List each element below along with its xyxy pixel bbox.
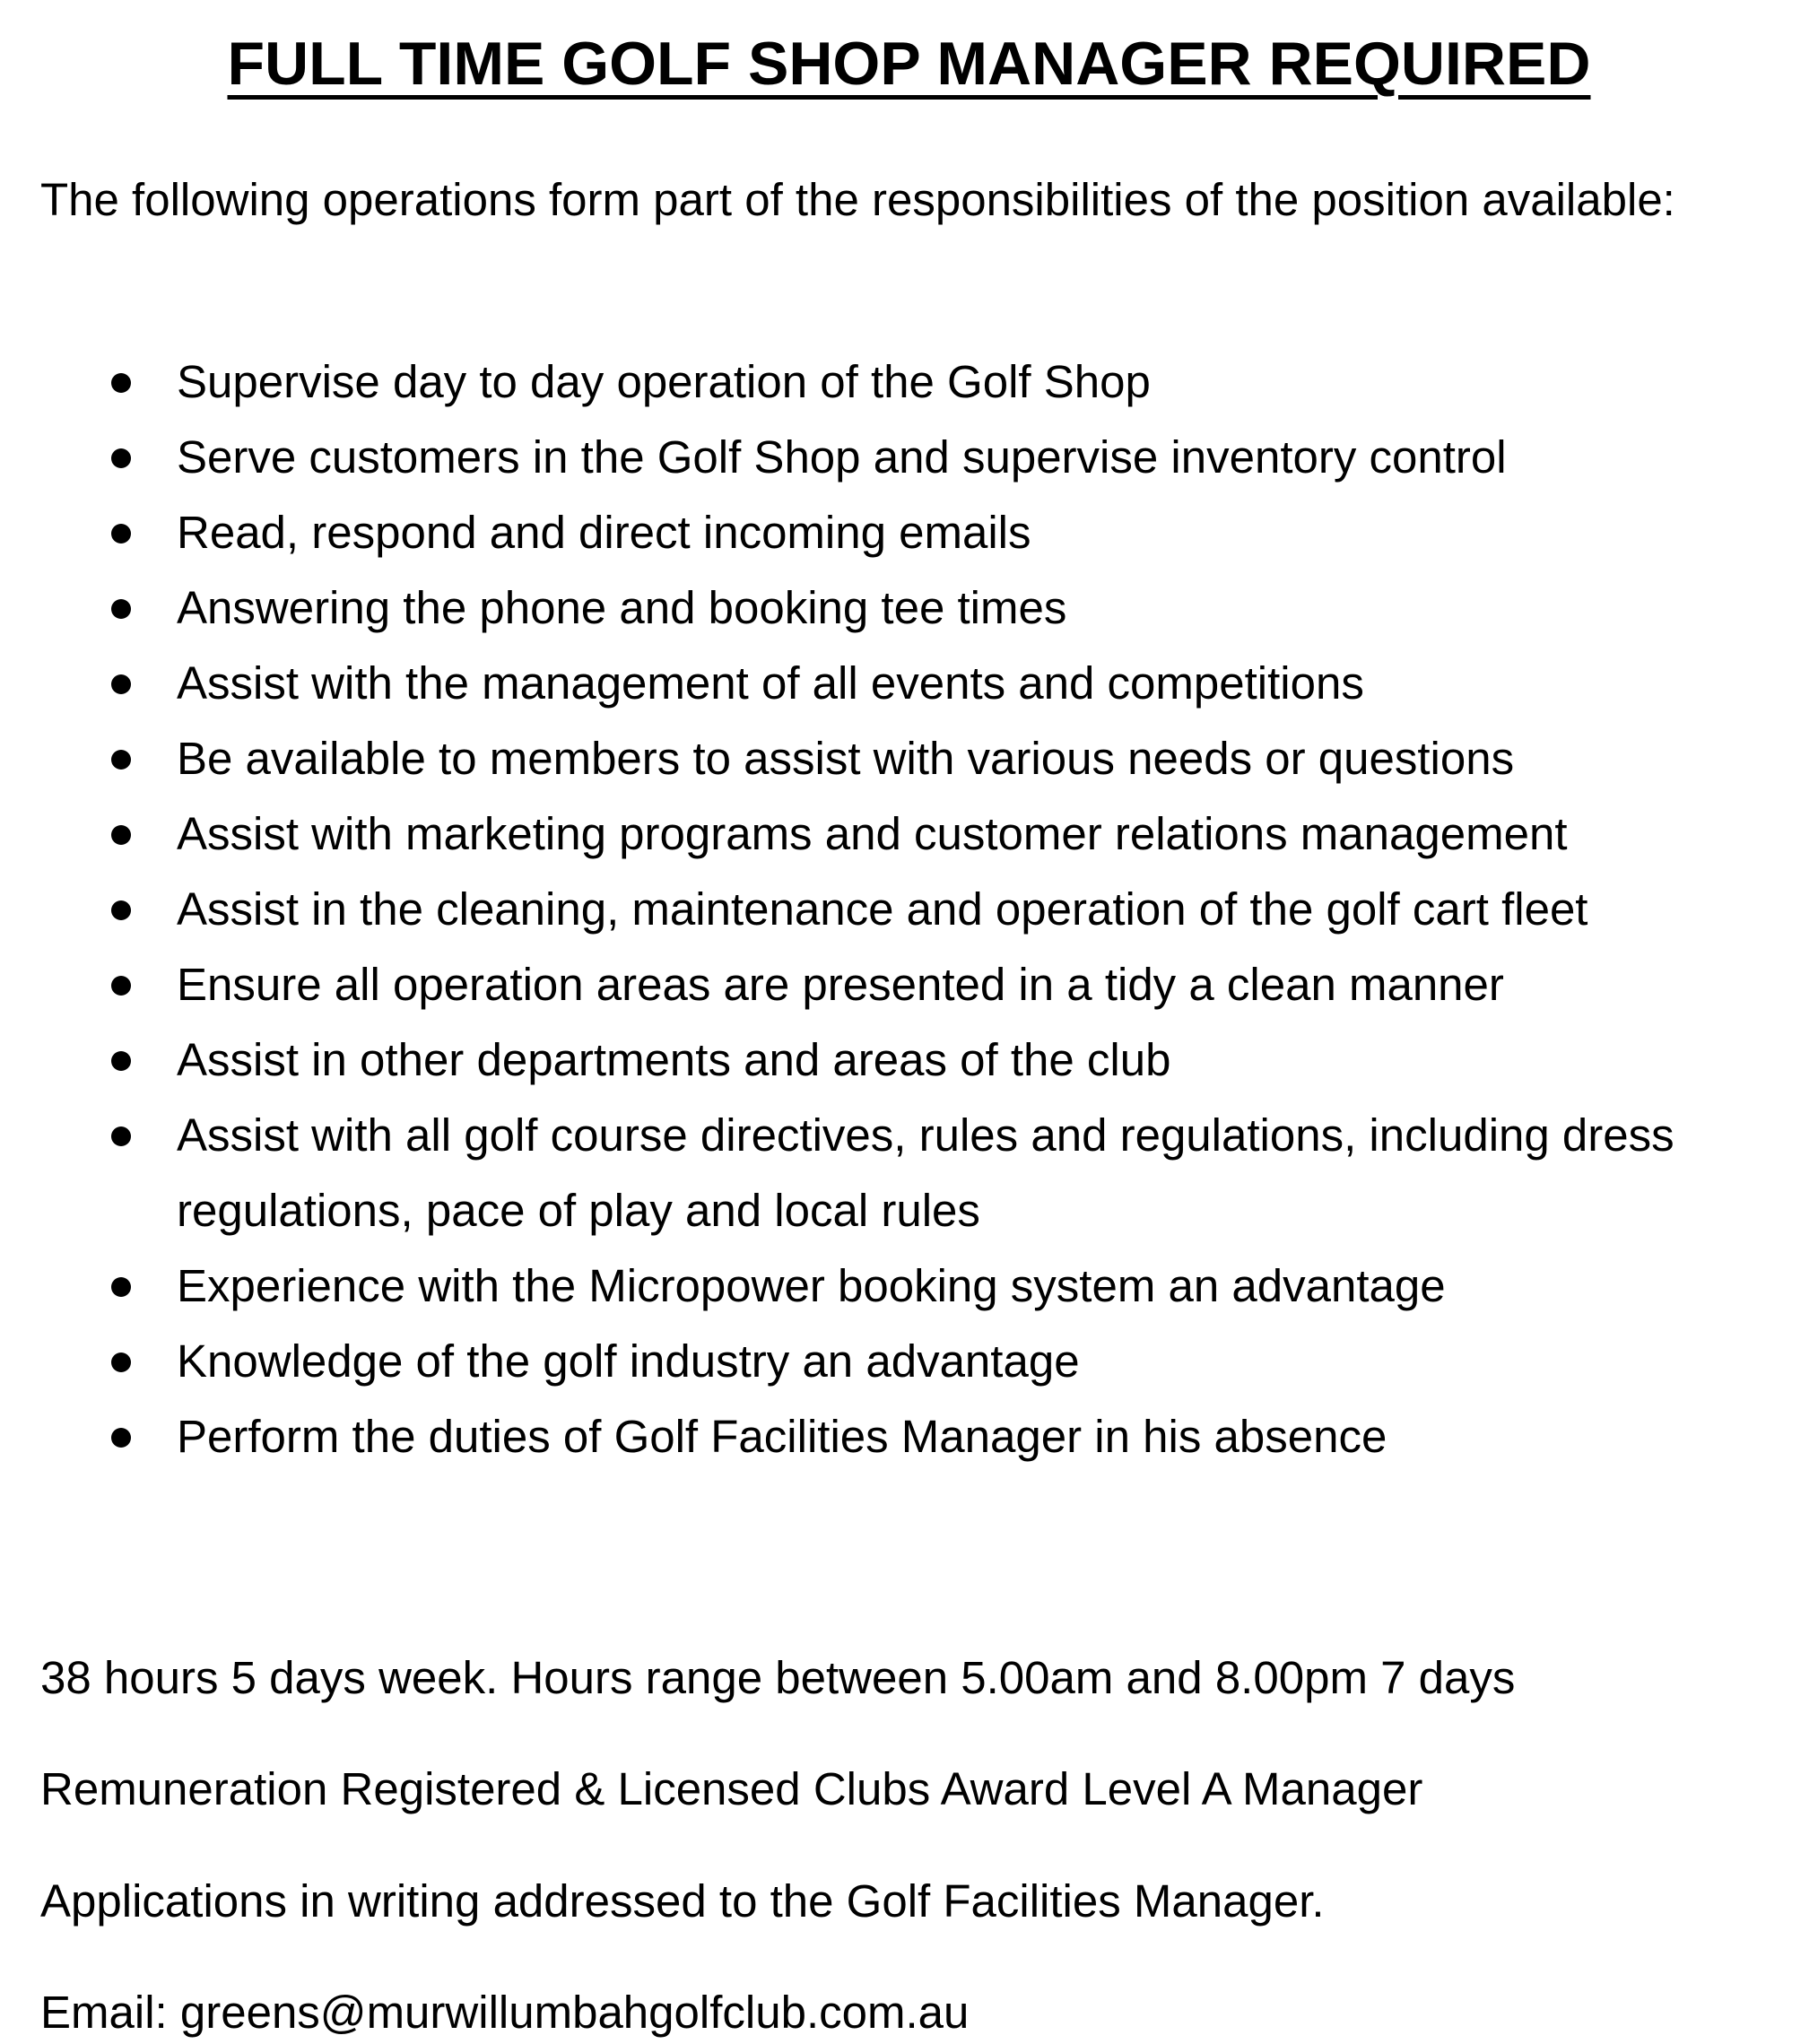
list-item	[0, 1399, 1773, 1474]
list-item	[0, 420, 1773, 495]
list-item	[0, 570, 1773, 646]
list-item	[0, 796, 1773, 872]
list-item-text: Answering the phone and booking tee times	[177, 582, 1067, 633]
bullet-icon	[111, 524, 131, 544]
bullet-icon	[111, 1428, 131, 1448]
remuneration-text: Remuneration Registered & Licensed Clubs Award Level A Manager	[40, 1763, 1423, 1814]
list-item-text: Experience with the Micropower booking system an advantage	[177, 1260, 1446, 1311]
list-item	[0, 721, 1773, 796]
intro-paragraph: The following operations form part of the responsibilities of the position available:	[40, 174, 1675, 225]
list-item-text: Supervise day to day operation of the Golf Shop	[177, 356, 1151, 407]
bullet-icon	[111, 976, 131, 996]
list-item-text: Be available to members to assist with various needs or questions	[177, 733, 1515, 784]
list-item-text: Read, respond and direct incoming emails	[177, 507, 1031, 558]
list-item-text: Assist with marketing programs and customer relations management	[177, 808, 1568, 859]
bullet-icon	[111, 1353, 131, 1372]
list-item-text: Assist with the management of all events and competitions	[177, 657, 1364, 709]
list-item-text: Perform the duties of Golf Facilities Manager in his absence	[177, 1411, 1387, 1462]
list-item-text: Knowledge of the golf industry an advantage	[177, 1335, 1080, 1387]
list-item-text: Assist in other departments and areas of the club	[177, 1034, 1171, 1085]
list-item	[0, 1022, 1773, 1098]
list-item	[0, 1324, 1773, 1399]
list-item-text: Ensure all operation areas are presented in a tidy a clean manner	[177, 959, 1504, 1010]
list-item	[0, 947, 1773, 1022]
list-item	[0, 1098, 1773, 1248]
bullet-icon	[111, 674, 131, 694]
list-item-text: Serve customers in the Golf Shop and supervise inventory control	[177, 431, 1507, 483]
list-item	[0, 344, 1773, 420]
bullet-icon	[111, 900, 131, 920]
hours-text: 38 hours 5 days week. Hours range between 5.00am and 8.00pm 7 days	[40, 1652, 1516, 1703]
list-item	[0, 1248, 1773, 1324]
list-item-text: Assist in the cleaning, maintenance and operation of the golf cart fleet	[177, 883, 1588, 935]
applications-text: Applications in writing addressed to the Golf Facilities Manager.	[40, 1875, 1325, 1927]
bullet-icon	[111, 1051, 131, 1071]
bullet-icon	[111, 825, 131, 845]
bullet-icon	[111, 373, 131, 393]
bullet-icon	[111, 1126, 131, 1146]
list-item	[0, 495, 1773, 570]
list-item-text: Assist with all golf course directives, rules and regulations, including dress regulations, pace of play and local rules	[177, 1109, 1674, 1236]
bullet-icon	[111, 448, 131, 468]
bullet-icon	[111, 1277, 131, 1297]
responsibilities-list	[0, 344, 1818, 1474]
bullet-icon	[111, 750, 131, 770]
list-item	[0, 872, 1773, 947]
bullet-icon	[111, 599, 131, 619]
list-item	[0, 646, 1773, 721]
email-text: Email: greens@murwillumbahgolfclub.com.au	[40, 1987, 970, 2038]
page-title: FULL TIME GOLF SHOP MANAGER REQUIRED	[227, 30, 1591, 98]
